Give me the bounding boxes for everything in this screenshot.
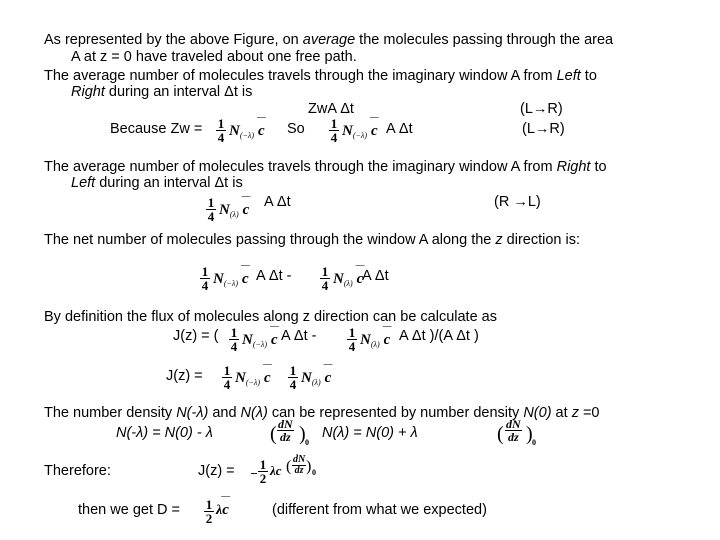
formula-text: A Δt [386,121,413,137]
text-line: Because Zw = [110,121,203,137]
text-line: Right during an interval Δt is [71,84,253,100]
fraction: $\frac{1}{2}$ [259,457,267,486]
formula-text: A Δt [264,194,291,210]
text-line: By definition the flux of molecules along z direction can be calculate as [44,309,497,325]
fraction: $\frac{1}{4}$ [348,325,356,354]
formula-text: A Δt [362,268,389,284]
formula: $N_{(-\lambda)}$ — c [213,270,249,288]
paren: ) [299,423,306,445]
equation: N(-λ) = N(0) - λ [116,425,213,441]
paren: ) [526,423,533,445]
formula-text: J(z) = [198,463,235,479]
formula: $N_{(\lambda)}$ — c [333,270,363,288]
formula-text: A Δt )/(A Δt ) [399,328,479,344]
formula: $N_{(\lambda)}$ — c [360,331,390,349]
fraction: $\frac{1}{4}$ [230,325,238,354]
paren: ( [286,458,292,475]
derivative: dN dz [293,454,306,476]
text-line: The average number of molecules travels through the imaginary window A from Right to [44,159,607,175]
text-line: Left during an interval Δt is [71,175,243,191]
subscript-zero: 0 [305,438,309,447]
minus-sign: − [250,466,258,481]
derivative: dN dz [506,417,521,444]
direction-label: (L→R) [522,121,565,137]
text-line: The net number of molecules passing through the window A along the z direction is: [44,232,581,248]
formula: λ— c [216,502,229,519]
fraction: $\frac{1}{4}$ [330,116,338,145]
fraction: $\frac{1}{4}$ [289,363,297,392]
direction-label: (R →L) [494,194,541,210]
fraction: $\frac{1}{4}$ [223,363,231,392]
fraction: $\frac{1}{4}$ [217,116,225,145]
formula: $N_{(-\lambda)}$ — c [242,331,278,349]
text-line: So [287,121,305,137]
formula-text: A Δt - [256,268,292,284]
formula: λc [270,463,282,478]
subscript-zero: 0 [532,438,536,447]
formula: $N_{(-\lambda)}$ — c [235,369,271,387]
text-line: A at z = 0 have traveled about one free path. [71,49,357,65]
fraction: $\frac{1}{2}$ [205,497,213,526]
text-line: Therefore: [44,463,111,479]
fraction: $\frac{1}{4}$ [201,264,209,293]
text-line: The number density N(-λ) and N(λ) can be represented by number density N(0) at z =0 [44,405,600,421]
paren: ( [270,423,277,445]
direction-label: (L→R) [520,101,563,117]
formula-text: ZwA Δt [308,101,354,117]
derivative: dN dz [278,417,293,444]
text-line: then we get D = [78,502,180,518]
text-line: The average number of molecules travels through the imaginary window A from Left to [44,68,597,84]
formula-text: J(z) = ( [173,328,219,344]
formula-text: J(z) = [166,368,203,384]
formula-text: A Δt - [281,328,317,344]
paren: ) [306,458,312,475]
fraction: $\frac{1}{4}$ [321,264,329,293]
formula: $N_{(-\lambda)}$ — c [342,122,378,140]
equation: N(λ) = N(0) + λ [322,425,418,441]
subscript-zero: 0 [312,468,316,477]
formula: $N_{(-\lambda)}$ — c [229,122,265,140]
text-line: As represented by the above Figure, on average the molecules passing through the area [44,32,614,48]
formula: $N_{(\lambda)}$ — c [219,201,249,219]
paren: ( [497,423,504,445]
formula: $N_{(\lambda)}$ — c [301,369,331,387]
note-text: (different from what we expected) [272,502,487,518]
fraction: $\frac{1}{4}$ [207,195,215,224]
